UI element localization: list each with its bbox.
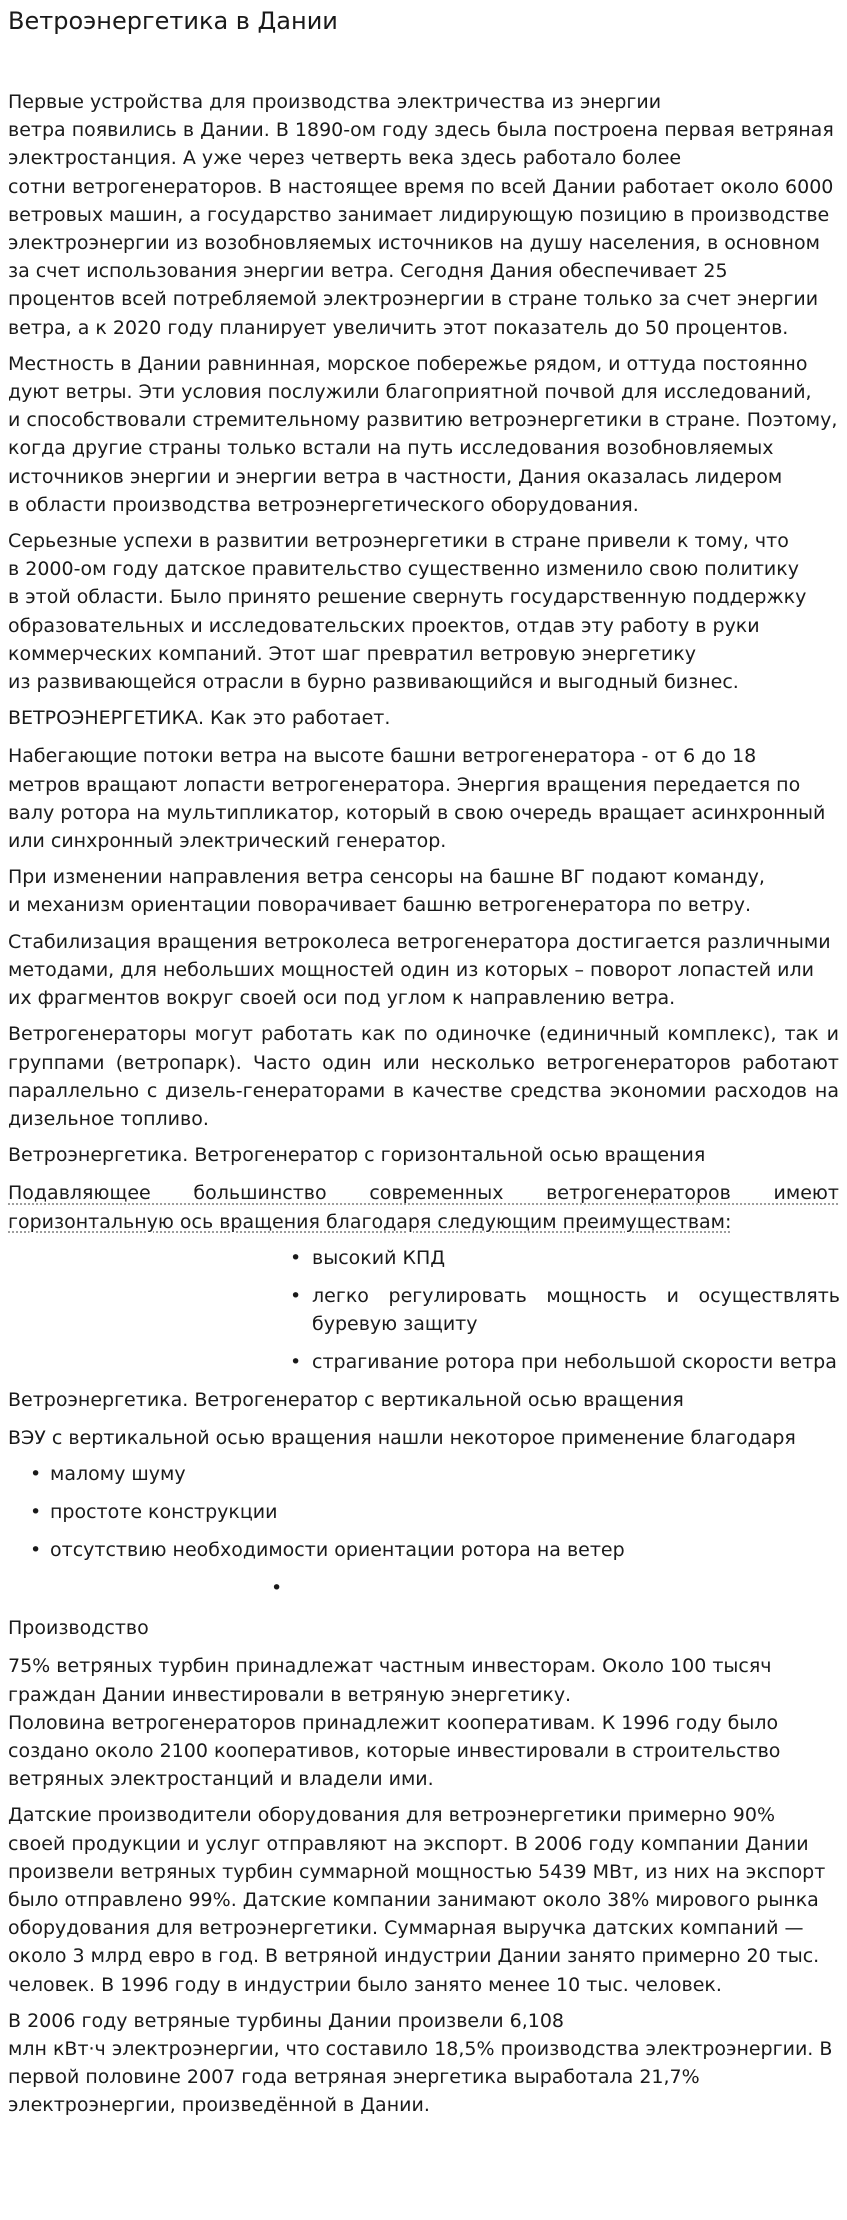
paragraph-policy: Серьезные успехи в развитии ветроэнергетики в стране привели к тому, что в 2000-ом году датское правительство существенно изменило свою политику в этой области. Было принято решение свернуть государственную поддержку образовательных и исследовательских проектов, отдав эту работу в руки коммерческих компаний. Этот шаг превратил ветровую энергетику из развивающейся отрасли в бурно развивающийся и выгодный бизнес. [8, 530, 807, 694]
list-item [288, 1348, 839, 1376]
vertical-advantages-list [8, 1460, 839, 1564]
paragraph-operation-modes: Ветрогенераторы могут работать как по одиночке (единичный комплекс), так и группами (ветропарк). Часто один или несколько ветрогенераторов работают параллельно с дизель-генераторами в качестве средства экономии расходов на дизельное топливо. [8, 1023, 839, 1130]
paragraph-orientation: При изменении направления ветра сенсоры на башне ВГ подают команду, и механизм ориентации поворачивает башню ветрогенератора по ветру. [8, 866, 765, 917]
bullet-icon: • [290, 1246, 302, 1269]
bullet-icon: • [290, 1284, 302, 1307]
list-item [28, 1460, 839, 1488]
list-item-text: малому шуму [50, 1463, 186, 1486]
list-item-text: простоте конструкции [50, 1501, 278, 1524]
paragraph-vertical-intro: ВЭУ с вертикальной осью вращения нашли некоторое применение благодаря [8, 1426, 796, 1449]
horizontal-advantages-list [8, 1244, 839, 1376]
paragraph-generation: В 2006 году ветряные турбины Дании произвели 6,108 млн кВт·ч электроэнергии, что составило 18,5% производства электроэнергии. В первой половине 2007 года ветряная энергетика выработала 21,7% электроэнергии, произведённой в Дании. [8, 2009, 833, 2117]
paragraph-wind-flow: Набегающие потоки ветра на высоте башни ветрогенератора - от 6 до 18 метров вращают лопасти ветрогенератора. Энергия вращения передается по валу ротора на мультипликатор, который в свою очередь вращает асинхронный или синхронный электрический генератор. [8, 745, 826, 853]
paragraph-horizontal-intro: Подавляющее большинство современных ветрогенераторов имеют горизонтальную ось вращения благодаря следующим преимуществам: [8, 1182, 839, 1233]
bullet-icon: • [30, 1539, 42, 1562]
section-heading-horizontal-axis: Ветроэнергетика. Ветрогенератор с горизонтальной осью вращения [8, 1144, 706, 1167]
list-item [28, 1536, 839, 1564]
article [0, 6, 847, 2120]
list-item [288, 1282, 839, 1338]
paragraph-geography: Местность в Дании равнинная, морское побережье рядом, и оттуда постоянно дуют ветры. Эти условия послужили благоприятной почвой для исследований, и способствовали стремительному развитию ветроэнергетики в стране. Поэтому, когда другие страны только встали на путь исследования возобновляемых источников энергии и энергии ветра в частности, Дания оказалась лидером в области производства ветроэнергетического оборудования. [8, 352, 838, 516]
paragraph-export: Датские производители оборудования для ветроэнергетики примерно 90% своей продукции и услуг отправляют на экспорт. В 2006 году компании Дании произвели ветряных турбин суммарной мощностью 5439 МВт, из них на экспорт было отправлено 99%. Датские компании занимают около 38% мирового рынка оборудования для ветроэнергетики. Суммарная выручка датских компаний — около 3 млрд евро в год. В ветряной индустрии Дании занято примерно 20 тыс. человек. В 1996 году в индустрии было занято менее 10 тыс. человек. [8, 1804, 826, 1996]
list-item-text: высокий КПД [312, 1246, 446, 1269]
empty-list-item [269, 1574, 839, 1614]
bullet-icon: • [30, 1463, 42, 1486]
list-item-text: легко регулировать мощность и осуществлять буревую защиту [312, 1284, 840, 1335]
list-item [28, 1498, 839, 1526]
section-heading-vertical-axis: Ветроэнергетика. Ветрогенератор с вертикальной осью вращения [8, 1388, 684, 1411]
paragraph-stabilization: Стабилизация вращения ветроколеса ветрогенератора достигается различными методами, для небольших мощностей один из которых – поворот лопастей или их фрагментов вокруг своей оси под углом к направлению ветра. [8, 930, 831, 1010]
list-item [288, 1244, 839, 1272]
bullet-icon: • [30, 1501, 42, 1524]
bullet-icon: • [290, 1350, 302, 1373]
section-heading-production: Производство [8, 1617, 149, 1640]
page-title: Ветроэнергетика в Дании [8, 7, 338, 35]
bullet-icon: • [271, 1577, 283, 1600]
paragraph-history: Первые устройства для производства электричества из энергии ветра появились в Дании. В 1890-ом году здесь была построена первая ветряная электростанция. А уже через четверть века здесь работало более сотни ветрогенераторов. В настоящее время по всей Дании работает около 6000 ветровых машин, а государство занимает лидирующую позицию в производстве электроэнергии из возобновляемых источников на душу населения, в основном за счет использования энергии ветра. Сегодня Дания обеспечивает 25 процентов всей потребляемой электроэнергии в стране только за счет энергии ветра, а к 2020 году планирует увеличить этот показатель до 50 процентов. [8, 91, 834, 339]
section-heading-how-it-works: ВЕТРОЭНЕРГЕТИКА. Как это работает. [8, 707, 391, 730]
list-item-text: отсутствию необходимости ориентации ротора на ветер [50, 1539, 625, 1562]
list-item-text: страгивание ротора при небольшой скорости ветра [312, 1350, 837, 1373]
paragraph-ownership: 75% ветряных турбин принадлежат частным инвесторам. Около 100 тысяч граждан Дании инвестировали в ветряную энергетику. Половина ветрогенераторов принадлежит кооперативам. К 1996 году было создано около 2100 кооперативов, которые инвестировали в строительство ветряных электростанций и владели ими. [8, 1655, 781, 1791]
